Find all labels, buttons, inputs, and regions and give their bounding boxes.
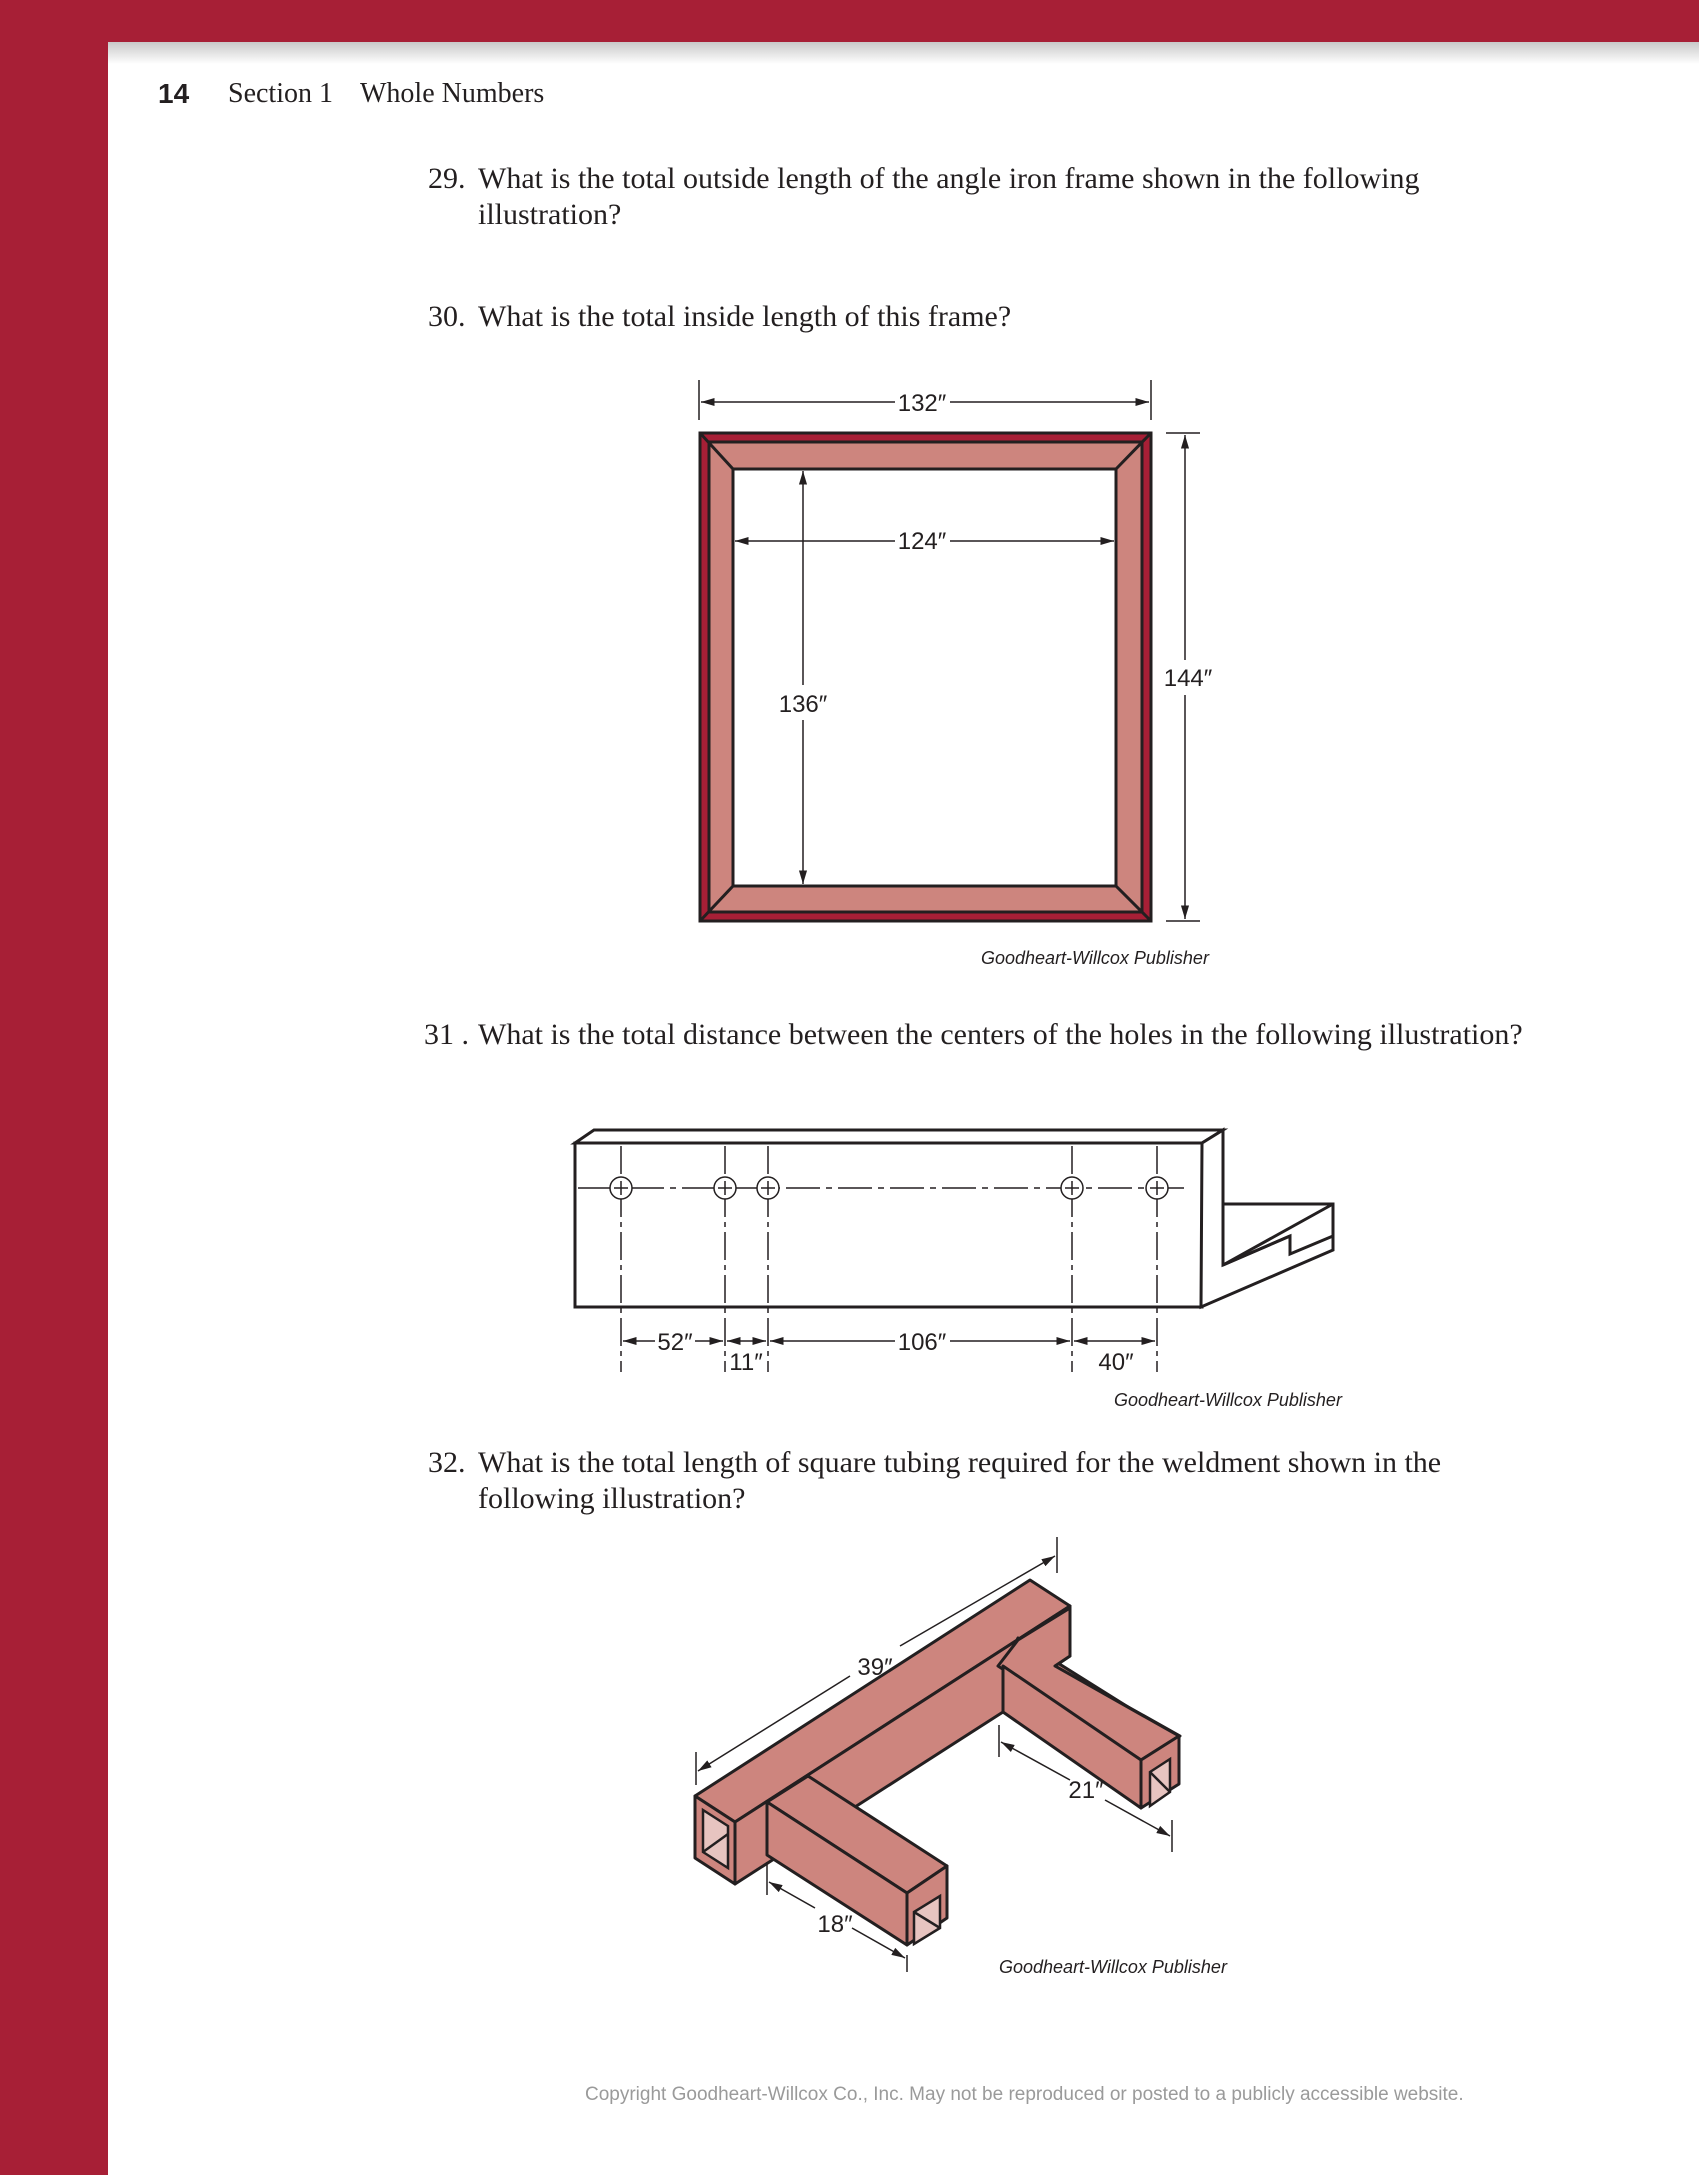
- figure-credit: Goodheart-Willcox Publisher: [1114, 1390, 1342, 1410]
- dim-outer-width: 132″: [897, 390, 947, 417]
- dim-inner-width: 124″: [897, 528, 947, 555]
- question-number: 30.: [428, 300, 466, 333]
- question-text: What is the total outside length of the angle iron frame shown in the following illustration?: [478, 162, 1420, 231]
- copyright-notice: Copyright Goodheart-Willcox Co., Inc. May not be reproduced or posted to a publicly accessible website.: [585, 2084, 1464, 2105]
- question-number: 32.: [428, 1446, 466, 1479]
- dim-inner-height: 136″: [778, 691, 828, 718]
- figure-credit: Goodheart-Willcox Publisher: [981, 948, 1209, 968]
- section-label: Section 1: [228, 78, 333, 109]
- dim-spacing-4: 40″: [1098, 1349, 1134, 1376]
- dim-outer-height: 144″: [1163, 665, 1213, 692]
- section-title: Whole Numbers: [360, 78, 545, 109]
- dim-spacing-1: 52″: [657, 1329, 693, 1356]
- dim-right-leg: 21″: [1068, 1777, 1104, 1804]
- question-text: What is the total distance between the centers of the holes in the following illustration?: [478, 1018, 1523, 1051]
- dim-left-leg: 18″: [817, 1911, 853, 1938]
- dim-spacing-3: 106″: [897, 1329, 947, 1356]
- figure-credit: Goodheart-Willcox Publisher: [999, 1957, 1227, 1977]
- question-text: What is the total length of square tubing required for the weldment shown in the following illustration?: [478, 1446, 1442, 1515]
- dim-main-length: 39″: [857, 1654, 893, 1681]
- page-number: 14: [158, 78, 190, 109]
- question-number: 31 .: [424, 1018, 469, 1051]
- question-text: What is the total inside length of this frame?: [478, 300, 1012, 333]
- question-number: 29.: [428, 162, 466, 195]
- dim-spacing-2: 11″: [729, 1349, 763, 1376]
